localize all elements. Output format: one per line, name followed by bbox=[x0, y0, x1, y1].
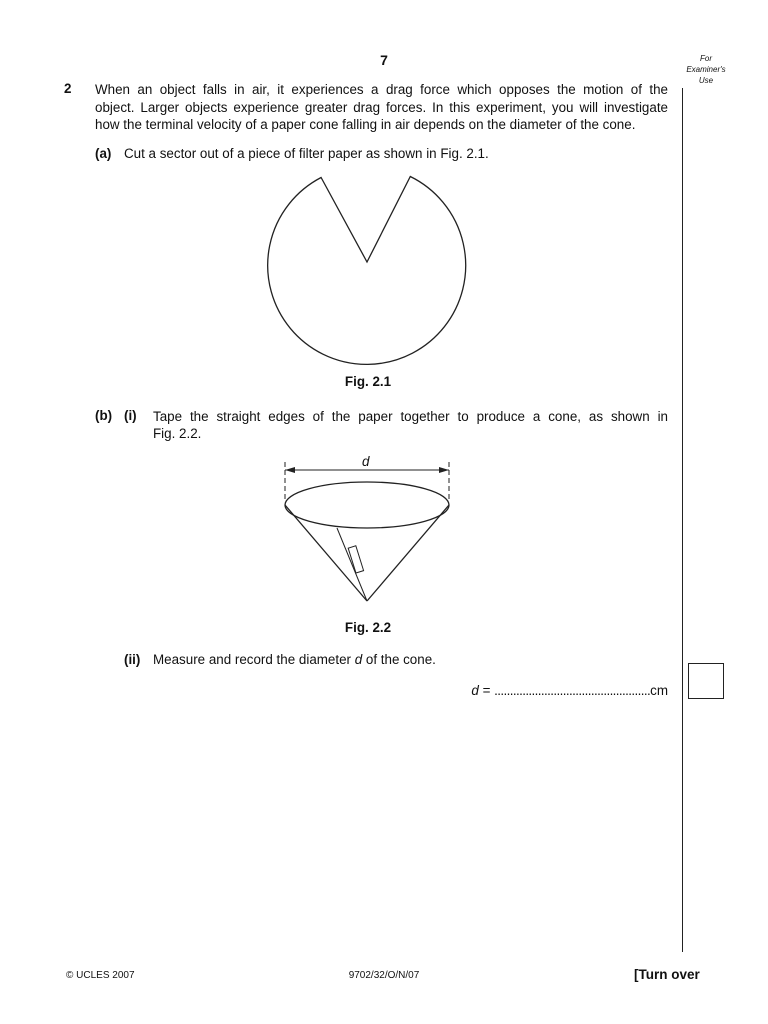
cone-drawing bbox=[285, 482, 449, 601]
answer-line-diameter[interactable] bbox=[471, 683, 668, 698]
figure-2-1-caption: Fig. 2.1 bbox=[344, 374, 392, 389]
part-a-label: (a) bbox=[95, 146, 112, 161]
examiner-note-line: Examiner's bbox=[686, 65, 726, 74]
answer-equals: = bbox=[478, 683, 495, 698]
examiner-note-line: For bbox=[700, 54, 712, 63]
part-a-text: Cut a sector out of a piece of filter paper as shown in Fig. 2.1. bbox=[124, 146, 489, 161]
part-b-i-line: Tape the straight edges of the paper together to produce a cone, as shown in bbox=[153, 409, 668, 424]
intro-line: how the terminal velocity of a paper cone falling in air depends on the diameter of the cone. bbox=[95, 117, 636, 132]
answer-var: d bbox=[471, 683, 479, 698]
footer-copyright: © UCLES 2007 bbox=[66, 970, 135, 981]
part-b-ii-label: (ii) bbox=[124, 652, 141, 667]
examiner-note-line: Use bbox=[698, 76, 714, 85]
part-b-ii-text-before: Measure and record the diameter bbox=[153, 652, 355, 667]
footer-turn-over: [Turn over bbox=[634, 967, 700, 982]
intro-line: object. Larger objects experience greater drag forces. In this experiment, you will investigate bbox=[95, 99, 668, 115]
footer-paper-code: 9702/32/O/N/07 bbox=[348, 970, 420, 981]
answer-dots[interactable]: .................................................. bbox=[494, 683, 651, 698]
tape-strip bbox=[348, 546, 363, 573]
part-b-ii-text-after: of the cone. bbox=[362, 652, 436, 667]
part-b-i-label: (i) bbox=[124, 408, 137, 423]
dimension-label-d: d bbox=[362, 454, 370, 469]
dimension-arrow-left bbox=[285, 467, 295, 473]
figure-2-2-caption: Fig. 2.2 bbox=[344, 620, 392, 635]
part-b-i-line: Fig. 2.2. bbox=[153, 426, 202, 441]
cone-rim bbox=[285, 482, 449, 528]
page-number: 7 bbox=[380, 52, 388, 68]
dimension-arrow-right bbox=[439, 467, 449, 473]
cone-side-right bbox=[367, 505, 449, 601]
intro-line: When an object falls in air, it experiences a drag force which opposes the motion of the bbox=[95, 82, 668, 97]
part-b-label: (b) bbox=[95, 408, 113, 423]
question-number: 2 bbox=[64, 81, 72, 96]
cone-side-left bbox=[285, 505, 367, 601]
part-b-ii-text bbox=[153, 652, 436, 667]
answer-unit: cm bbox=[650, 683, 668, 698]
part-b-ii-var: d bbox=[354, 652, 363, 667]
cone-seam bbox=[337, 528, 367, 601]
